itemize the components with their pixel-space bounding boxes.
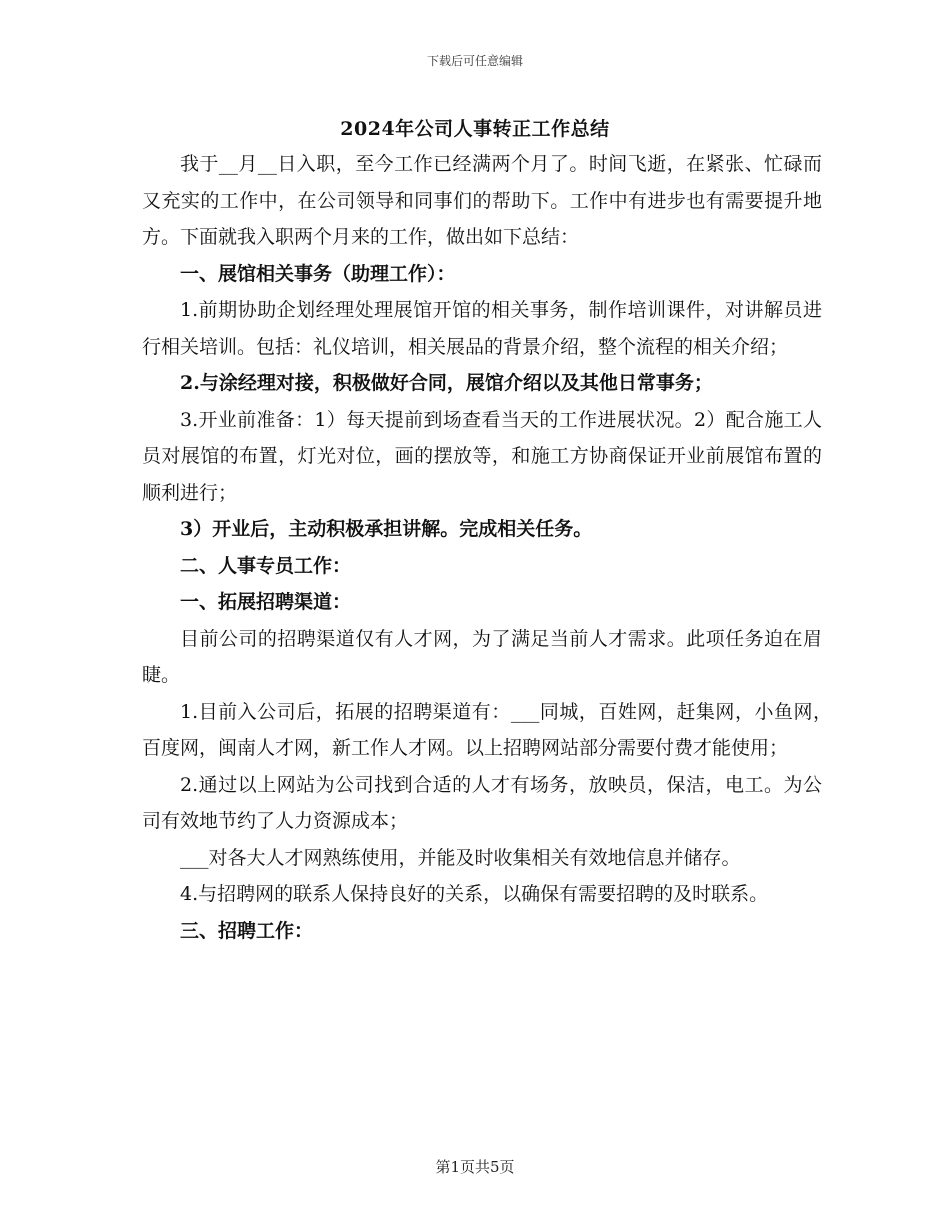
paragraph-channels-item-3: ___对各大人才网熟练使用，并能及时收集相关有效地信息并储存。	[180, 846, 741, 869]
heading-recruitment-work: 三、招聘工作：	[180, 919, 314, 942]
page-footer: 第1页共5页	[435, 1158, 515, 1176]
document-title: 2024年公司人事转正工作总结	[340, 118, 610, 140]
heading-hr-specialist: 二、人事专员工作：	[180, 554, 352, 577]
paragraph-channels-intro: 目前公司的招聘渠道仅有人才网，为了满足当前人才需求。此项任务迫在眉睫。	[142, 627, 822, 686]
paragraph-exhibition-item-2: 2.与涂经理对接，积极做好合同，展馆介绍以及其他日常事务；	[180, 372, 713, 394]
paragraph-exhibition-item-3: 3.开业前准备：1）每天提前到场查看当天的工作进展状况。2）配合施工人员对展馆的布置，灯光对位，画的摆放等，和施工方协商保证开业前展馆布置的顺利进行；	[142, 408, 822, 504]
paragraph-after-opening: 3）开业后，主动积极承担讲解。完成相关任务。	[180, 518, 593, 540]
paragraph-intro: 我于__月__日入职，至今工作已经满两个月了。时间飞逝，在紧张、忙碌而又充实的工作中，在公司领导和同事们的帮助下。工作中有进步也有需要提升地方。下面就我入职两个月来的工作，做出如下总结：	[142, 153, 822, 248]
header-note: 下载后可任意编辑	[426, 54, 523, 68]
paragraph-exhibition-item-1: 1.前期协助企划经理处理展馆开馆的相关事务，制作培训课件，对讲解员进行相关培训。包括：礼仪培训，相关展品的背景介绍，整个流程的相关介绍；	[142, 299, 822, 358]
document-body	[142, 146, 832, 949]
heading-recruitment-channels: 一、拓展招聘渠道：	[180, 591, 352, 613]
paragraph-channels-item-1: 1.目前入公司后，拓展的招聘渠道有：___同城，百姓网，赶集网，小鱼网，百度网，闽南人才网，新工作人才网。以上招聘网站部分需要付费才能使用；	[142, 700, 832, 759]
paragraph-channels-item-2: 2.通过以上网站为公司找到合适的人才有场务，放映员，保洁，电工。为公司有效地节约了人力资源成本；	[142, 773, 822, 832]
heading-exhibition-affairs: 一、展馆相关事务（助理工作）：	[180, 262, 456, 285]
paragraph-channels-item-4: 4.与招聘网的联系人保持良好的关系，以确保有需要招聘的及时联系。	[180, 883, 769, 905]
